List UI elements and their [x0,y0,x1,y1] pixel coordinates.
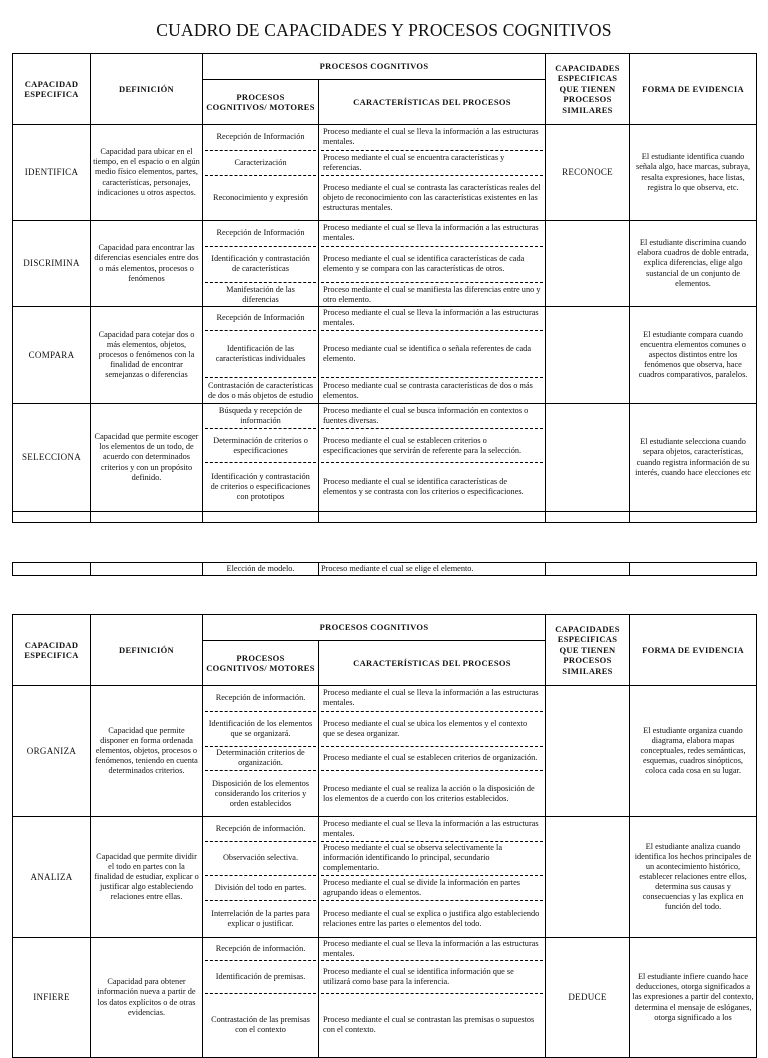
header-procesos: PROCESOS COGNITIVOS/ MOTORES [203,80,319,125]
process-list [203,125,319,221]
process-characteristic: Proceso mediante el cual se lleva la información a las estructuras mentales. [323,688,539,708]
process-characteristic: Proceso mediante el cual se lleva la información a las estructuras mentales. [323,938,539,958]
process-name: Identificación y contrastación de criterios o especificaciones con prototipos [205,462,316,511]
empty-cell [630,512,757,523]
capacity-row [13,404,757,512]
characteristics-list [319,221,546,307]
header-similares: CAPACIDADES ESPECIFICAS QUE TIENEN PROCESOS SIMILARES [546,615,630,686]
process-name: Recepción de Información [216,313,305,323]
process-list [203,686,319,817]
evidence-form: El estudiante discrimina cuando elabora cuadros de doble entrada, explica diferencias, elige algo sustancial de un conjunto de elementos. [630,221,757,307]
header-procesos-group: PROCESOS COGNITIVOS [203,54,546,80]
process-characteristic: Proceso mediante el cual se identifica características de cada elemento y se compara con las características de otros. [321,246,543,283]
process-name: Identificación de las características individuales [205,330,316,378]
header-caracteristicas: CARACTERÍSTICAS DEL PROCESOS [319,641,546,686]
capacity-definition: Capacidad para obtener información nueva a partir de los datos explícitos o de otras evidencias. [91,938,203,1058]
evidence-form: El estudiante infiere cuando hace deducciones, otorga significados a las expresiones a partir del contexto, determina el mensaje de eslóganes, otorga significado a los [630,938,757,1058]
characteristics-list [319,817,546,938]
process-name: Recepción de información. [215,943,306,953]
similar-capacity [546,404,630,512]
process-characteristic: Proceso mediante el cual se identifica información que se utilizará como base para la inferencia. [321,960,543,993]
capacity-row [13,125,757,221]
capacity-name: SELECCIONA [13,404,91,512]
capacity-row [13,307,757,404]
process-characteristic: Proceso mediante el cual se busca información en contextos o fuentes diversas. [323,405,529,425]
process-characteristic: Proceso mediante el cual se manifiesta las diferencias entre uno y otro elemento. [321,282,543,306]
process-characteristic: Proceso mediante el cual se elige el elemento. [319,563,546,576]
similar-capacity [546,686,630,817]
process-characteristic: Proceso mediante el cual se establecen criterios o especificaciones que servirán de referente para la selección. [321,428,543,463]
process-list [203,817,319,938]
process-characteristic: Proceso mediante el cual se ubica los elementos y el contexto que se desea organizar. [321,711,543,746]
process-name: Recepción de Información [216,228,305,238]
empty-cell [203,512,319,523]
process-characteristic: Proceso mediante el cual se contrasta las características reales del objeto de reconocimiento con las características existentes en las estructuras mentales. [321,175,543,220]
capacity-definition: Capacidad que permite dividir el todo en partes con la finalidad de estudiar, explicar o justificar algo estableciendo relaciones entre ellas. [91,817,203,938]
process-name: Disposición de los elementos considerando los criterios y orden establecidos [205,770,316,816]
header-procesos-group: PROCESOS COGNITIVOS [203,615,546,641]
capacity-row [13,686,757,817]
similar-capacity [546,307,630,404]
process-name: Búsqueda y recepción de información [218,405,303,425]
process-name: Interrelación de la partes para explicar o justificar. [205,900,316,937]
capacity-name: ORGANIZA [13,686,91,817]
header-capacidad: CAPACIDAD ESPECIFICA [13,54,91,125]
capacity-definition: Capacidad para cotejar dos o más elementos, objetos, procesos o fenómenos con la finalidad de encontrar semejanzas o diferencias [91,307,203,404]
capacities-table-1 [12,53,757,523]
process-name: Recepción de Información [216,132,305,142]
capacity-definition: Capacidad que permite disponer en forma ordenada elementos, objetos, procesos o fenómenos, teniendo en cuenta determinados criterios. [91,686,203,817]
empty-cell [546,563,630,576]
empty-cell [630,563,757,576]
header-definicion: DEFINICIÓN [91,615,203,686]
process-name: Contrastación de las premisas con el contexto [205,993,316,1057]
process-characteristic: Proceso mediante cual se contrasta características de dos o más elementos. [321,377,543,403]
process-characteristic: Proceso mediante el cual se lleva la información a las estructuras mentales. [323,223,539,243]
process-characteristic: Proceso mediante el cual se divide la información en partes agrupando ideas o elementos. [321,875,543,901]
header-capacidad: CAPACIDAD ESPECIFICA [13,615,91,686]
similar-capacity: RECONOCE [546,125,630,221]
process-list [203,307,319,404]
header-procesos: PROCESOS COGNITIVOS/ MOTORES [203,641,319,686]
process-name: Determinación de criterios o especificaciones [205,428,316,463]
empty-cell [13,563,91,576]
process-characteristic: Proceso mediante cual se identifica o señala referentes de cada elemento. [321,330,543,378]
capacity-name: DISCRIMINA [13,221,91,307]
process-list [203,938,319,1058]
process-name: División del todo en partes. [205,875,316,901]
continued-row-strip [12,562,757,576]
process-characteristic: Proceso mediante el cual se identifica características de elementos y se contrasta con los criterios o especificaciones. [321,462,543,511]
capacity-definition: Capacidad para encontrar las diferencias esenciales entre dos o más elementos, procesos o fenómenos [91,221,203,307]
characteristics-list [319,686,546,817]
capacity-name: IDENTIFICA [13,125,91,221]
header-evidencia: FORMA DE EVIDENCIA [630,54,757,125]
document-title: CUADRO DE CAPACIDADES Y PROCESOS COGNITIVOS [156,20,612,40]
evidence-form: El estudiante identifica cuando señala algo, hace marcas, subraya, resalta expresiones, hace listas, registra lo que observa, etc. [630,125,757,221]
similar-capacity [546,221,630,307]
process-name: Identificación de premisas. [205,960,316,993]
empty-cell [91,563,203,576]
similar-capacity [546,817,630,938]
process-name: Contrastación de características de dos o más objetos de estudio [205,377,316,403]
process-name: Recepción de información. [215,823,306,833]
process-name: Caracterización [205,150,316,176]
spacer-row [13,512,757,523]
capacity-row [13,221,757,307]
capacity-row [13,938,757,1058]
process-name: Identificación y contrastación de características [205,246,316,283]
header-caracteristicas: CARACTERÍSTICAS DEL PROCESOS [319,80,546,125]
process-characteristic: Proceso mediante el cual se lleva la información a las estructuras mentales. [323,127,539,147]
process-characteristic: Proceso mediante el cual se establecen criterios de organización. [321,746,543,771]
capacity-name: INFIERE [13,938,91,1058]
header-similares: CAPACIDADES ESPECIFICAS QUE TIENEN PROCESOS SIMILARES [546,54,630,125]
process-characteristic: Proceso mediante el cual se contrastan las premisas o supuestos con el contexto. [321,993,543,1057]
process-name: Determinación criterios de organización. [205,746,316,771]
characteristics-list [319,404,546,512]
process-characteristic: Proceso mediante el cual se realiza la acción o la disposición de los elementos de a cuerdo con los criterios establecidos. [321,770,543,816]
process-name: Observación selectiva. [205,841,316,875]
process-name: Reconocimiento y expresión [205,175,316,220]
process-characteristic: Proceso mediante el cual se observa selectivamente la información identificando lo principal, secundario complementario. [321,841,543,875]
evidence-form: El estudiante organiza cuando diagrama, elabora mapas conceptuales, redes semánticas, esquemas, cuadros sinópticos, coloca cada cosa en su lugar. [630,686,757,817]
empty-cell [13,512,91,523]
capacity-name: COMPARA [13,307,91,404]
capacity-definition: Capacidad que permite escoger los elementos de un todo, de acuerdo con determinados criterios y con un propósito definido. [91,404,203,512]
empty-cell [319,512,546,523]
evidence-form: El estudiante selecciona cuando separa objetos, características, cuando registra información de su interés, cuando hace elecciones etc [630,404,757,512]
capacities-table-2 [12,614,757,1058]
evidence-form: El estudiante analiza cuando identifica los hechos principales de un acontecimiento histórico, establecer relaciones entre ellos, determina sus causas y consecuencias y las explica en función del todo. [630,817,757,938]
characteristics-list [319,125,546,221]
capacity-definition: Capacidad para ubicar en el tiempo, en el espacio o en algún medio físico elementos, partes, características, personajes, indicaciones u otros aspectos. [91,125,203,221]
process-characteristic: Proceso mediante el cual se encuentra características y referencias. [321,150,543,176]
process-characteristic: Proceso mediante el cual se explica o justifica algo estableciendo relaciones entre las partes o elementos del todo. [321,900,543,937]
process-name: Elección de modelo. [203,563,319,576]
characteristics-list [319,307,546,404]
capacity-row [13,817,757,938]
characteristics-list [319,938,546,1058]
header-definicion: DEFINICIÓN [91,54,203,125]
process-list [203,221,319,307]
process-characteristic: Proceso mediante el cual se lleva la información a las estructuras mentales. [323,308,539,328]
process-name: Recepción de información. [215,693,306,703]
process-list [203,404,319,512]
capacity-name: ANALIZA [13,817,91,938]
similar-capacity: DEDUCE [546,938,630,1058]
evidence-form: El estudiante compara cuando encuentra elementos comunes o aspectos distintos entre los fenómenos que observa, hace cuadros comparativos, paralelos. [630,307,757,404]
process-name: Identificación de los elementos que se organizará. [205,711,316,746]
empty-cell [546,512,630,523]
process-characteristic: Proceso mediante el cual se lleva la información a las estructuras mentales. [323,818,539,838]
process-name: Manifestación de las diferencias [205,282,316,306]
header-evidencia: FORMA DE EVIDENCIA [630,615,757,686]
empty-cell [91,512,203,523]
